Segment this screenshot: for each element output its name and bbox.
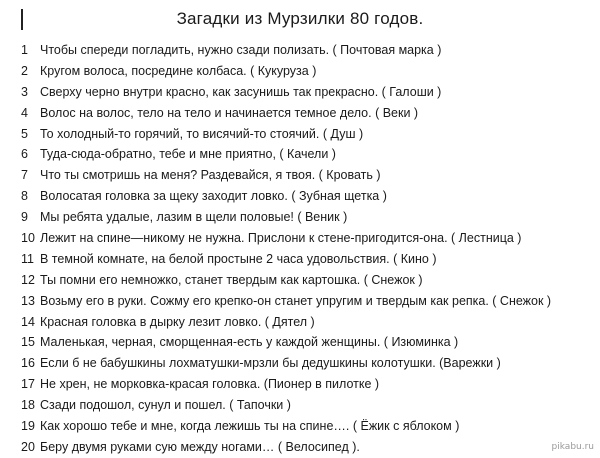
riddle-number: 12 xyxy=(21,272,35,287)
list-item xyxy=(21,374,551,395)
list-item xyxy=(21,103,551,124)
riddle-text: Сверху черно внутри красно, как засунишь так прекрасно. ( Галоши ) xyxy=(40,84,442,99)
riddle-number: 7 xyxy=(21,168,28,183)
riddle-number: 6 xyxy=(21,147,28,162)
list-item xyxy=(21,291,551,312)
riddle-number: 13 xyxy=(21,293,35,308)
riddle-text: Чтобы спереди погладить, нужно сзади полизать. ( Почтовая марка ) xyxy=(40,43,442,57)
riddle-text: Что ты смотришь на меня? Раздевайся, я твоя. ( Кровать ) xyxy=(40,168,381,183)
list-item xyxy=(21,40,551,61)
riddle-text: Мы ребята удалые, лазим в щели половые! ( Веник ) xyxy=(40,210,348,225)
riddle-number: 19 xyxy=(21,419,35,434)
list-item xyxy=(21,144,551,165)
list-item xyxy=(21,61,551,82)
riddle-number: 2 xyxy=(21,63,28,78)
riddle-text: Сзади подошол, сунул и пошел. ( Тапочки ) xyxy=(40,398,291,413)
riddle-number: 4 xyxy=(21,105,28,120)
riddle-text: Как хорошо тебе и мне, когда лежишь ты на спине…. ( Ёжик с яблоком ) xyxy=(40,419,460,434)
riddle-text: Красная головка в дырку лезит ловко. ( Дятел ) xyxy=(40,314,315,329)
riddle-number: 1 xyxy=(21,43,28,57)
list-item xyxy=(21,395,551,416)
riddle-number: 5 xyxy=(21,126,28,141)
riddle-number: 9 xyxy=(21,210,28,225)
riddle-text: Волосатая головка за щеку заходит ловко. ( Зубная щетка ) xyxy=(40,189,387,204)
list-item xyxy=(21,228,551,249)
riddle-number: 10 xyxy=(21,231,35,246)
riddle-text: Если б не бабушкины лохматушки-мрзли бы дедушкины колотушки. (Варежки ) xyxy=(40,356,501,371)
watermark: pikabu.ru xyxy=(551,442,594,452)
riddle-number: 18 xyxy=(21,398,35,413)
page-title: Загадки из Мурзилки 80 годов. xyxy=(176,9,424,28)
riddle-number: 17 xyxy=(21,377,35,392)
riddle-text: То холодный-то горячий, то висячий-то стоячий. ( Душ ) xyxy=(40,126,364,141)
riddle-text: Волос на волос, тело на тело и начинается темное дело. ( Веки ) xyxy=(40,105,419,120)
list-item xyxy=(21,124,551,145)
riddle-number: 11 xyxy=(21,251,34,266)
riddle-number: 15 xyxy=(21,335,35,350)
riddle-number: 3 xyxy=(21,84,28,99)
riddle-text: Кругом волоса, посредине колбаса. ( Кукуруза ) xyxy=(40,63,317,78)
riddle-text: Лежит на спине—никому не нужна. Прислони к стене-пригодится-она. ( Лестница ) xyxy=(40,231,522,246)
list-item xyxy=(21,165,551,186)
list-item xyxy=(21,353,551,374)
list-item xyxy=(21,332,551,353)
list-item xyxy=(21,437,551,458)
list-item xyxy=(21,416,551,437)
riddle-text: Маленькая, черная, сморщенная-есть у каждой женщины. ( Изюминка ) xyxy=(40,335,459,350)
riddle-number: 16 xyxy=(21,356,35,371)
riddle-number: 14 xyxy=(21,314,35,329)
list-item xyxy=(21,249,551,270)
riddle-number: 8 xyxy=(21,189,28,204)
riddle-text: Не хрен, не морковка-красая головка. (Пионер в пилотке ) xyxy=(40,377,380,392)
list-item xyxy=(21,270,551,291)
riddle-text: Ты помни его немножко, станет твердым как картошка. ( Снежок ) xyxy=(40,272,423,287)
riddle-text: Возьму его в руки. Сожму его крепко-он станет упругим и твердым как репка. ( Снежок ) xyxy=(40,293,552,308)
list-item xyxy=(21,82,551,103)
riddle-text: Беру двумя руками сую между ногами… ( Велосипед ). xyxy=(40,439,360,454)
riddle-text: Туда-сюда-обратно, тебе и мне приятно, ( Качели ) xyxy=(40,147,336,162)
list-item xyxy=(21,207,551,228)
riddle-text: В темной комнате, на белой простыне 2 часа удовольствия. ( Кино ) xyxy=(40,251,437,266)
riddle-number: 20 xyxy=(21,439,35,454)
riddle-list xyxy=(21,40,551,458)
list-item xyxy=(21,186,551,207)
list-item xyxy=(21,312,551,333)
